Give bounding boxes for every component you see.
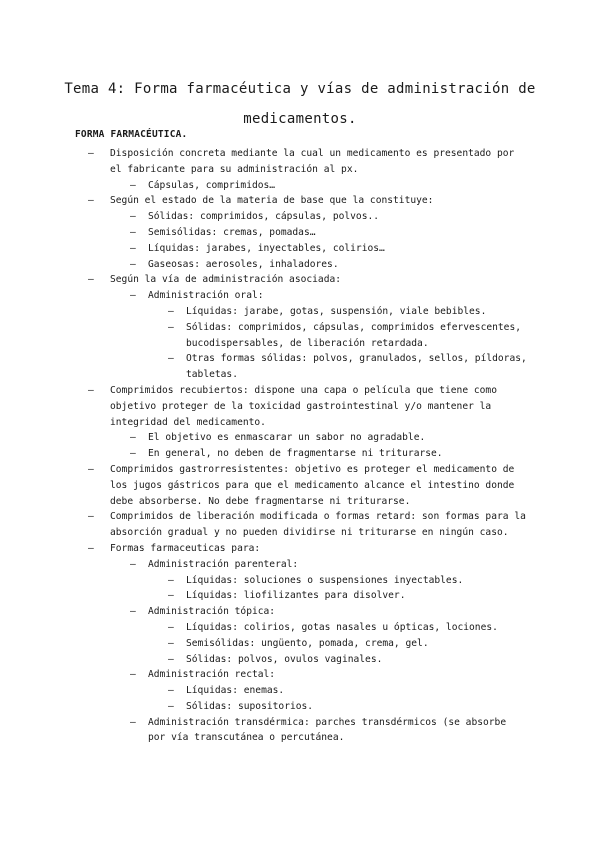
dash-marker: – — [88, 511, 94, 523]
list-item-text: Administración tópica: — [148, 606, 276, 618]
list-item-text: Comprimidos recubiertos: dispone una capa o película que tiene como objetivo proteger de la toxicidad gastrointestinal y/o mantener la integridad del medicamento. — [110, 384, 497, 428]
list-item-text: Líquidas: liofilizantes para disolver. — [186, 590, 406, 602]
dash-marker: – — [168, 321, 174, 333]
list-item — [130, 557, 528, 604]
dash-marker: – — [168, 305, 174, 317]
dash-marker: – — [130, 606, 136, 618]
list-item — [168, 652, 528, 668]
dash-marker: – — [88, 148, 94, 159]
list-item-text: Líquidas: enemas. — [186, 685, 285, 697]
list-item — [130, 288, 528, 383]
dash-marker: – — [168, 621, 174, 633]
list-item-text: Administración rectal: — [148, 669, 276, 681]
list-item — [88, 462, 528, 509]
list-item — [88, 146, 528, 193]
list-item-text: Comprimidos de liberación modificada o formas retard: son formas para la absorción gradual y no pueden dividirse ni triturarse en ningún caso. — [110, 511, 526, 539]
dash-marker: – — [130, 226, 136, 238]
dash-marker: – — [88, 274, 94, 286]
list-item — [130, 430, 528, 446]
list-item — [130, 446, 528, 462]
list-item-text: Según el estado de la materia de base que la constituye: — [110, 195, 434, 207]
list-item — [130, 667, 528, 714]
list-item-text: El objetivo es enmascarar un sabor no agradable. — [148, 432, 426, 444]
list-item — [88, 272, 528, 383]
list-item-text: Administración parenteral: — [148, 558, 299, 570]
list-item — [168, 699, 528, 715]
list-item — [130, 257, 528, 273]
list-item — [130, 225, 528, 241]
list-item-text: Líquidas: jarabe, gotas, suspensión, viale bebibles. — [186, 305, 487, 317]
list-item-text: Disposición concreta mediante la cual un medicamento es presentado por el fabricante para su administración al px. — [110, 148, 515, 175]
list-item — [168, 683, 528, 699]
dash-marker: – — [130, 448, 136, 460]
list-item — [130, 209, 528, 225]
dash-marker: – — [88, 542, 94, 554]
list-item-text: Otras formas sólidas: polvos, granulados, sellos, píldoras, tabletas. — [186, 353, 527, 381]
dash-marker: – — [168, 590, 174, 602]
document-title — [60, 74, 540, 134]
list-item — [88, 193, 528, 272]
list-item — [168, 620, 528, 636]
dash-marker: – — [130, 432, 136, 444]
list-item-text: Según la vía de administración asociada: — [110, 274, 342, 286]
list-item-text: Semisólidas: ungüento, pomada, crema, gel. — [186, 637, 429, 649]
dash-marker: – — [130, 716, 136, 728]
title-line-2: medicamentos. — [243, 111, 357, 127]
dash-marker: – — [130, 558, 136, 570]
dash-marker: – — [168, 353, 174, 365]
list-item-text: Administración oral: — [148, 290, 264, 302]
dash-marker: – — [168, 700, 174, 712]
title-line-1: Tema 4: Forma farmacéutica y vías de administración de — [64, 81, 536, 97]
dash-marker: – — [130, 290, 136, 302]
list-item-text: En general, no deben de fragmentarse ni triturarse. — [148, 448, 443, 460]
dash-marker: – — [88, 195, 94, 207]
list-item-text: Sólidas: comprimidos, cápsulas, comprimidos efervescentes, bucodispersables, de liberación retardada. — [186, 321, 522, 349]
list-item — [88, 383, 528, 462]
dash-marker: – — [130, 258, 136, 270]
list-item-text: Semisólidas: cremas, pomadas… — [148, 226, 316, 238]
list-item — [168, 320, 528, 352]
list-item — [88, 541, 528, 746]
list-item-text: Líquidas: soluciones o suspensiones inyectables. — [186, 574, 464, 586]
list-item — [130, 604, 528, 667]
list-item-text: Sólidas: comprimidos, cápsulas, polvos.. — [148, 211, 380, 223]
dash-marker: – — [168, 637, 174, 649]
dash-marker: – — [88, 463, 94, 475]
list-item — [168, 351, 528, 383]
section-heading: FORMA FARMACÉUTICA. — [75, 129, 188, 140]
dash-marker: – — [130, 669, 136, 681]
list-item-text: Gaseosas: aerosoles, inhaladores. — [148, 258, 339, 270]
bullet-list — [88, 146, 528, 746]
list-item — [168, 588, 528, 604]
list-item — [130, 241, 528, 257]
list-item-text: Administración transdérmica: parches transdérmicos (se absorbe por vía transcutánea o percutánea. — [148, 716, 507, 744]
list-item-text: Sólidas: supositorios. — [186, 700, 314, 712]
dash-marker: – — [130, 242, 136, 254]
list-item-text: Comprimidos gastrorresistentes: objetivo es proteger el medicamento de los jugos gástricos para que el medicamento alcance el intestino donde debe absorberse. No debe fragmentarse ni triturarse. — [110, 463, 515, 507]
list-item — [168, 636, 528, 652]
list-item — [88, 509, 528, 541]
list-item-text: Líquidas: jarabes, inyectables, colirios… — [148, 242, 385, 254]
list-item-text: Formas farmaceuticas para: — [110, 542, 261, 554]
dash-marker: – — [130, 179, 136, 191]
list-item — [168, 304, 528, 320]
list-item — [130, 178, 528, 194]
list-item-text: Cápsulas, comprimidos… — [148, 179, 276, 191]
dash-marker: – — [130, 211, 136, 223]
dash-marker: – — [88, 384, 94, 396]
dash-marker: – — [168, 685, 174, 697]
dash-marker: – — [168, 574, 174, 586]
list-item-text: Sólidas: polvos, ovulos vaginales. — [186, 653, 383, 665]
list-item — [130, 715, 528, 747]
dash-marker: – — [168, 653, 174, 665]
list-item — [168, 573, 528, 589]
list-item-text: Líquidas: colirios, gotas nasales u ópticas, lociones. — [186, 621, 498, 633]
